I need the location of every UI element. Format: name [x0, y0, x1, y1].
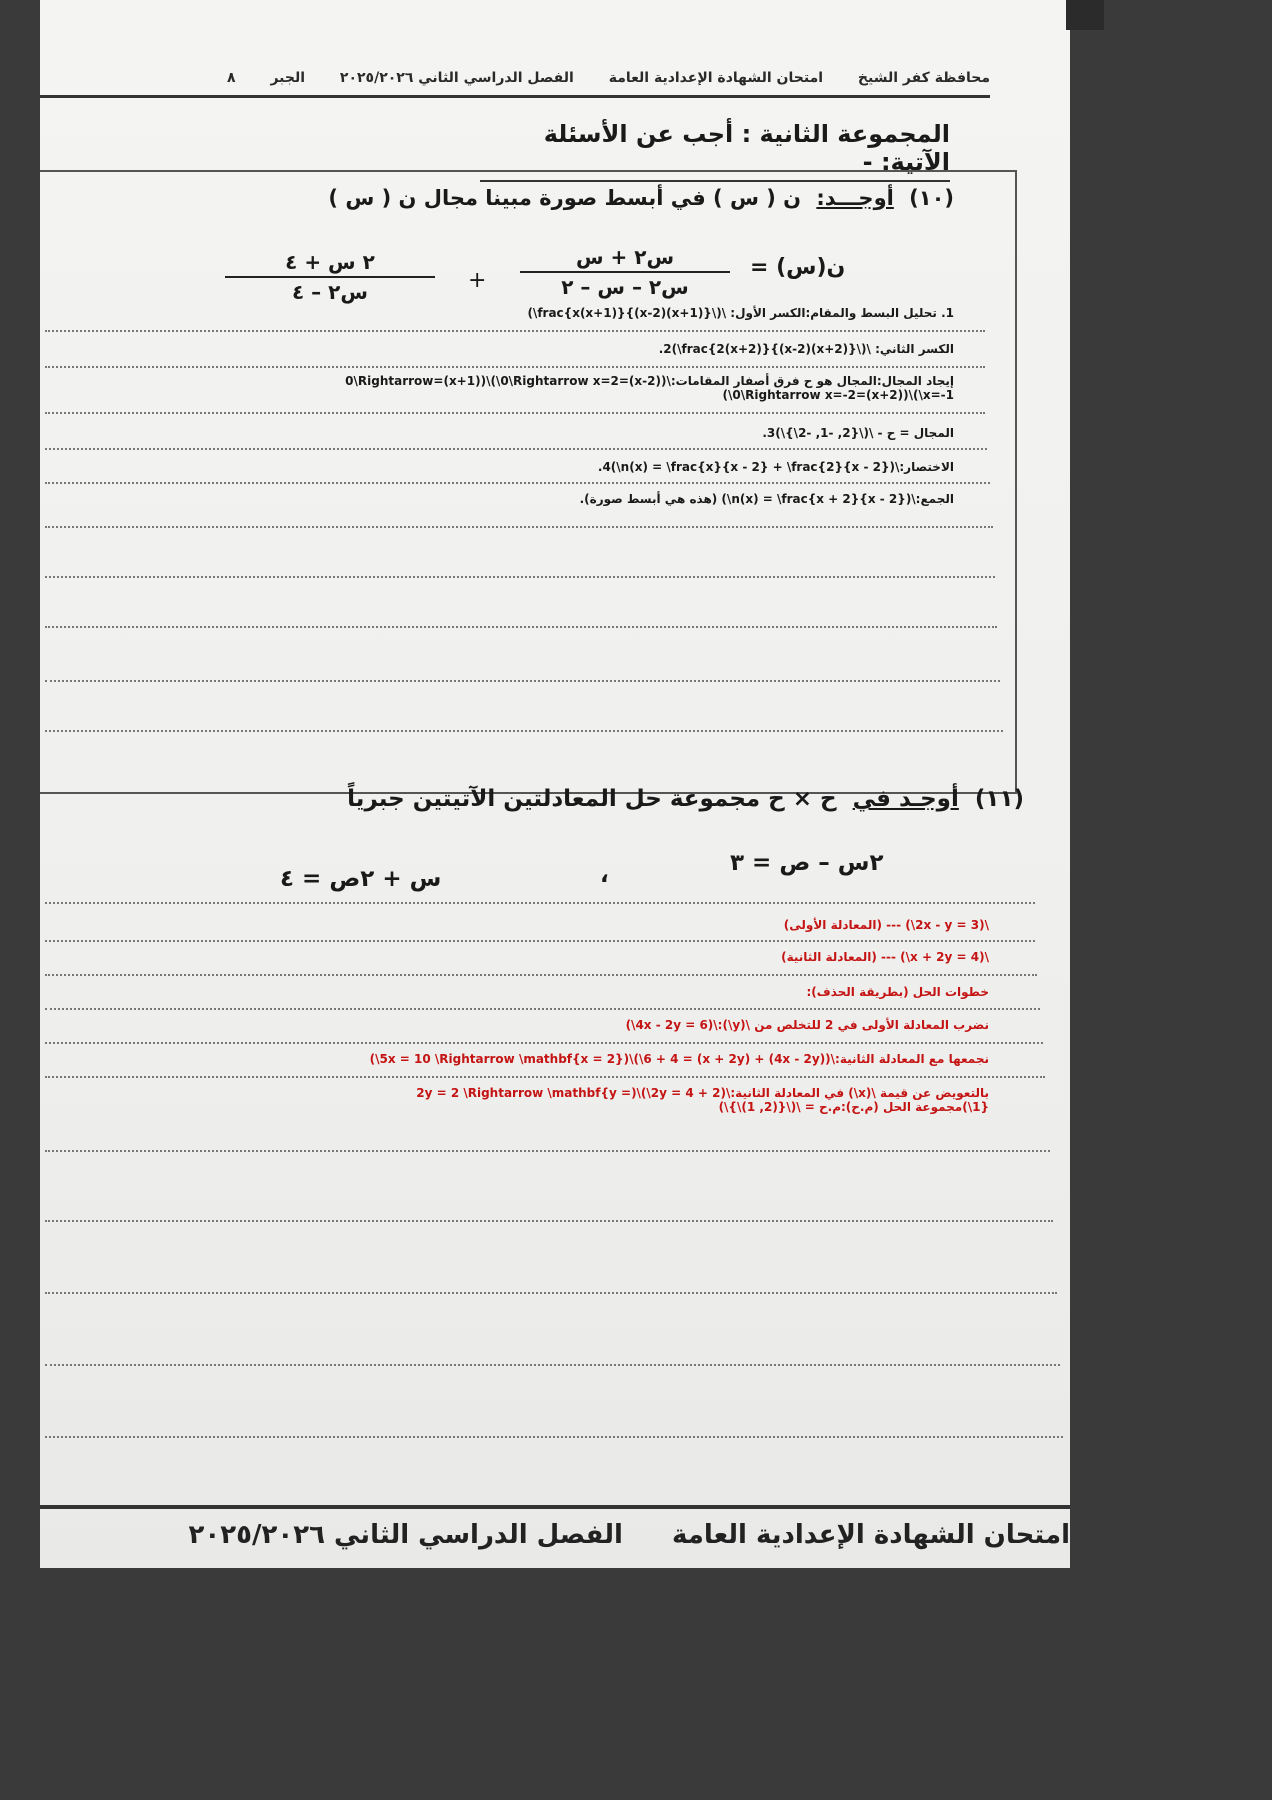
q11-solution-line: بالتعويض عن قيمة \(x\) في المعادلة الثانية:\(2 + 2y = 4\)\(2y = 2 \Rightarrow \mathbf{y = 1}\)مجموعة الحل (م.ح):م.ح = \(\{(2, 1)\}\): [416, 1086, 989, 1114]
answer-line: [45, 576, 995, 578]
answer-line: [45, 1436, 1063, 1438]
background-edge: [1066, 0, 1104, 30]
q10-solution-line: المجال = ح - \(\{2, -1, -2\}\)3.: [762, 426, 954, 440]
answer-line: [45, 730, 1003, 732]
q10-solution-line: الكسر الثاني: \(\frac{2(x+2)}{(x-2)(x+2)}\)2.: [658, 342, 954, 356]
answer-line: [45, 366, 985, 368]
answer-line: [45, 526, 993, 528]
answer-line: [45, 1364, 1060, 1366]
question-11-text: ح × ح مجموعة حل المعادلتين الآتيتين جبرياً: [347, 786, 837, 812]
answer-line: [45, 902, 1035, 904]
footer-exam: امتحان الشهادة الإعدادية العامة: [671, 1520, 1070, 1550]
answer-line: [45, 1076, 1045, 1078]
footer-divider: [40, 1505, 1070, 1509]
question-10-prompt: [328, 186, 954, 210]
q11-solution-line: خطوات الحل (بطريقة الحذف):: [806, 985, 989, 999]
header-subject: الجبر: [270, 70, 306, 86]
answer-line: [45, 1008, 1040, 1010]
fraction-1-denominator: س٢ – س – ٢: [520, 271, 730, 299]
q11-solution-line: \(2x - y = 3\) --- (المعادلة الأولى): [783, 918, 989, 932]
fraction-1: [520, 245, 730, 299]
answer-line: [45, 626, 997, 628]
fraction-1-numerator: س٢ + س: [575, 245, 675, 269]
q11-solution-line: نضرب المعادلة الأولى في 2 للتخلص من \(y\):\(4x - 2y = 6\): [625, 1018, 989, 1032]
equation-2: س + ٢ص = ٤: [280, 866, 442, 892]
answer-line: [45, 1042, 1043, 1044]
fraction-2-denominator: س٢ – ٤: [225, 276, 435, 304]
answer-line: [45, 482, 990, 484]
question-11-verb: أوجـد في: [852, 786, 959, 812]
question-10-verb: أوجـــد:: [816, 186, 894, 210]
header-exam: امتحان الشهادة الإعدادية العامة: [608, 70, 824, 86]
q10-solution-line: 1. تحليل البسط والمقام:الكسر الأول: \(\frac{x(x+1)}{(x-2)(x+1)}\): [527, 306, 954, 320]
group-title: المجموعة الثانية : أجب عن الأسئلة الآتية: -: [480, 120, 950, 182]
question-10-text: ن ( س ) في أبسط صورة مبينا مجال ن ( س ): [328, 186, 802, 210]
function-lhs: ن(س) =: [750, 255, 846, 280]
page-footer: [40, 1520, 1070, 1550]
fraction-2-numerator: ٢ س + ٤: [285, 250, 375, 274]
question-11-number: (١١): [974, 786, 1024, 812]
q10-solution-line: إيجاد المجال:المجال هو ح فرق أصفار المقامات:\((x-2)=0\Rightarrow x=2\)\((x+1)=0\Rightarrow x=-1\)\((x+2)=0\Rightarrow x=-2\): [345, 374, 954, 402]
equation-1: ٢س – ص = ٣: [730, 850, 884, 876]
answer-line: [45, 448, 987, 450]
header-governorate: محافظة كفر الشيخ: [857, 70, 990, 86]
answer-line: [45, 1292, 1057, 1294]
answer-line: [45, 412, 985, 414]
q10-solution-line: الجمع:\(n(x) = \frac{x + 2}{x - 2}\) (هذه هي أبسط صورة).: [579, 492, 954, 506]
question-11-prompt: [347, 786, 1024, 812]
fraction-2: [225, 250, 435, 304]
answer-line: [45, 330, 985, 332]
q11-solution-line: نجمعها مع المعادلة الثانية:\((4x - 2y) + (x + 2y) = 6 + 4\)\(5x = 10 \Rightarrow \mathbf{x = 2}\): [369, 1052, 989, 1066]
header-page-number: ٨: [227, 70, 236, 86]
footer-term: الفصل الدراسي الثاني ٢٠٢٥/٢٠٢٦: [188, 1520, 623, 1550]
answer-line: [45, 1220, 1053, 1222]
equation-separator: ،: [600, 862, 609, 888]
question-10-number: (١٠): [909, 186, 954, 210]
answer-line: [45, 680, 1000, 682]
plus-sign: +: [468, 268, 487, 293]
answer-line: [45, 974, 1037, 976]
q10-solution-line: الاختصار:\(n(x) = \frac{x}{x - 2} + \frac{2}{x - 2}\)4.: [597, 460, 954, 474]
answer-line: [45, 940, 1035, 942]
answer-line: [45, 1150, 1050, 1152]
header-divider: [40, 95, 990, 98]
header-term: الفصل الدراسي الثاني ٢٠٢٥/٢٠٢٦: [339, 70, 574, 86]
q11-solution-line: \(x + 2y = 4\) --- (المعادلة الثانية): [781, 950, 989, 964]
